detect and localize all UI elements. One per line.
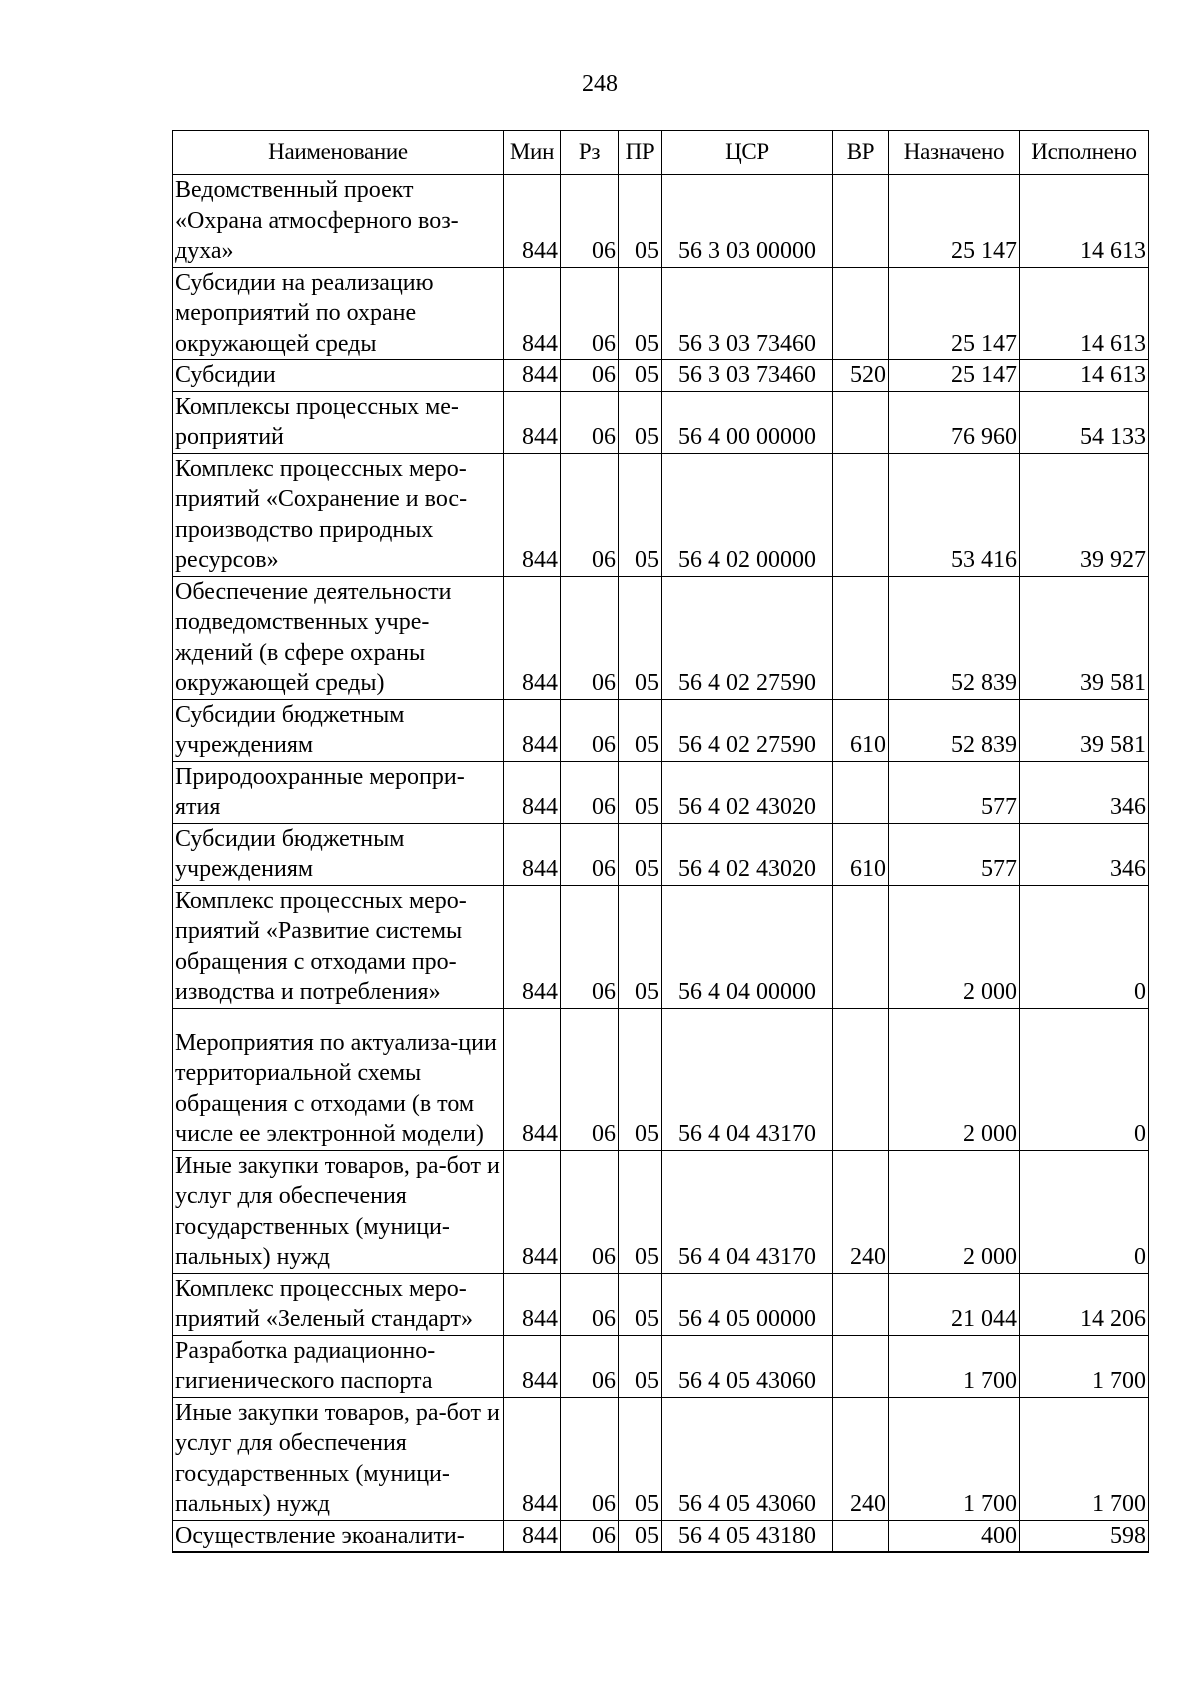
cell-min: 844 [504,175,561,268]
cell-csr: 56 4 02 00000 [662,453,833,576]
cell-pr: 05 [619,823,662,885]
cell-vr: 240 [833,1150,889,1273]
cell-assigned: 1 700 [889,1335,1020,1397]
cell-csr: 56 4 04 43170 [662,1150,833,1273]
cell-csr: 56 4 00 00000 [662,391,833,453]
table-row [173,823,1149,885]
cell-rz: 06 [561,1335,619,1397]
table-header-row [173,131,1149,175]
table-row [173,453,1149,576]
cell-csr: 56 4 02 43020 [662,823,833,885]
cell-pr: 05 [619,453,662,576]
cell-min: 844 [504,761,561,823]
cell-vr: 520 [833,360,889,392]
cell-executed: 14 613 [1020,175,1149,268]
cell-vr [833,1008,889,1150]
cell-rz: 06 [561,453,619,576]
cell-pr: 05 [619,360,662,392]
cell-csr: 56 4 05 43180 [662,1520,833,1552]
cell-vr [833,391,889,453]
header-csr: ЦСР [662,131,833,175]
cell-rz: 06 [561,1150,619,1273]
header-rz: Рз [561,131,619,175]
cell-vr [833,267,889,360]
table-row [173,699,1149,761]
cell-pr: 05 [619,391,662,453]
cell-name: Мероприятия по актуализа-ции территориальной схемы обращения с отходами (в том числе ее электронной модели) [173,1008,504,1150]
cell-assigned: 577 [889,761,1020,823]
cell-min: 844 [504,391,561,453]
cell-vr [833,175,889,268]
header-executed: Исполнено [1020,131,1149,175]
cell-pr: 05 [619,267,662,360]
cell-rz: 06 [561,1397,619,1520]
cell-name: Комплекс процессных меро-приятий «Развитие системы обращения с отходами про-изводства и потребления» [173,885,504,1008]
table-row [173,267,1149,360]
cell-min: 844 [504,1150,561,1273]
cell-assigned: 577 [889,823,1020,885]
cell-rz: 06 [561,699,619,761]
cell-vr: 610 [833,823,889,885]
cell-assigned: 25 147 [889,360,1020,392]
table-row [173,761,1149,823]
cell-executed: 14 613 [1020,267,1149,360]
table-row [173,576,1149,699]
cell-csr: 56 4 05 43060 [662,1397,833,1520]
cell-csr: 56 4 04 00000 [662,885,833,1008]
cell-vr [833,885,889,1008]
cell-csr: 56 4 05 43060 [662,1335,833,1397]
cell-executed: 0 [1020,1008,1149,1150]
table-row [173,391,1149,453]
budget-table [172,130,1149,1553]
cell-name: Иные закупки товаров, ра-бот и услуг для обеспечения государственных (муници-пальных) нужд [173,1397,504,1520]
cell-csr: 56 3 03 00000 [662,175,833,268]
cell-assigned: 21 044 [889,1273,1020,1335]
header-vr: ВР [833,131,889,175]
cell-executed: 1 700 [1020,1397,1149,1520]
cell-pr: 05 [619,1335,662,1397]
cell-vr [833,453,889,576]
cell-vr [833,1520,889,1552]
cell-executed: 0 [1020,885,1149,1008]
cell-min: 844 [504,823,561,885]
cell-csr: 56 4 02 27590 [662,699,833,761]
cell-name: Комплекс процессных меро-приятий «Зеленый стандарт» [173,1273,504,1335]
page-number: 248 [582,71,618,97]
cell-name: Обеспечение деятельности подведомственных учре-ждений (в сфере охраны окружающей среды) [173,576,504,699]
cell-executed: 54 133 [1020,391,1149,453]
cell-min: 844 [504,1520,561,1552]
table-row [173,1520,1149,1552]
cell-csr: 56 4 05 00000 [662,1273,833,1335]
cell-name: Субсидии бюджетным учреждениям [173,823,504,885]
cell-pr: 05 [619,699,662,761]
table-row [173,360,1149,392]
header-pr: ПР [619,131,662,175]
cell-rz: 06 [561,761,619,823]
cell-min: 844 [504,1008,561,1150]
cell-name: Субсидии бюджетным учреждениям [173,699,504,761]
table-row [173,1397,1149,1520]
cell-executed: 0 [1020,1150,1149,1273]
cell-rz: 06 [561,360,619,392]
cell-csr: 56 4 02 43020 [662,761,833,823]
cell-rz: 06 [561,1273,619,1335]
cell-pr: 05 [619,1150,662,1273]
cell-rz: 06 [561,1520,619,1552]
header-name: Наименование [173,131,504,175]
cell-min: 844 [504,885,561,1008]
cell-csr: 56 3 03 73460 [662,360,833,392]
cell-csr: 56 3 03 73460 [662,267,833,360]
cell-min: 844 [504,1335,561,1397]
table-row [173,1008,1149,1150]
header-min: Мин [504,131,561,175]
cell-name: Осуществление экоаналити- [173,1520,504,1552]
table-row [173,1150,1149,1273]
cell-executed: 598 [1020,1520,1149,1552]
cell-executed: 14 613 [1020,360,1149,392]
cell-name: Комплексы процессных ме-роприятий [173,391,504,453]
cell-min: 844 [504,1397,561,1520]
table-row [173,175,1149,268]
cell-name: Разработка радиационно-гигиенического паспорта [173,1335,504,1397]
cell-pr: 05 [619,576,662,699]
cell-assigned: 76 960 [889,391,1020,453]
cell-name: Иные закупки товаров, ра-бот и услуг для обеспечения государственных (муници-пальных) нужд [173,1150,504,1273]
cell-vr [833,761,889,823]
cell-min: 844 [504,1273,561,1335]
cell-vr: 610 [833,699,889,761]
cell-executed: 39 581 [1020,699,1149,761]
cell-rz: 06 [561,267,619,360]
cell-name: Природоохранные меропри-ятия [173,761,504,823]
cell-assigned: 400 [889,1520,1020,1552]
cell-name: Субсидии [173,360,504,392]
cell-pr: 05 [619,885,662,1008]
cell-assigned: 2 000 [889,885,1020,1008]
cell-min: 844 [504,699,561,761]
cell-min: 844 [504,453,561,576]
cell-rz: 06 [561,576,619,699]
cell-rz: 06 [561,823,619,885]
table-body [173,175,1149,1553]
cell-assigned: 25 147 [889,267,1020,360]
cell-name: Ведомственный проект «Охрана атмосферного воз-духа» [173,175,504,268]
cell-executed: 14 206 [1020,1273,1149,1335]
header-assigned: Назначено [889,131,1020,175]
cell-pr: 05 [619,1520,662,1552]
cell-assigned: 53 416 [889,453,1020,576]
cell-assigned: 2 000 [889,1150,1020,1273]
cell-vr [833,1335,889,1397]
cell-executed: 39 927 [1020,453,1149,576]
cell-pr: 05 [619,1397,662,1520]
cell-csr: 56 4 02 27590 [662,576,833,699]
cell-pr: 05 [619,1273,662,1335]
cell-rz: 06 [561,391,619,453]
cell-vr [833,1273,889,1335]
cell-min: 844 [504,267,561,360]
table-row [173,885,1149,1008]
cell-executed: 346 [1020,761,1149,823]
cell-assigned: 52 839 [889,699,1020,761]
cell-vr: 240 [833,1397,889,1520]
cell-min: 844 [504,576,561,699]
cell-rz: 06 [561,885,619,1008]
cell-rz: 06 [561,1008,619,1150]
cell-executed: 1 700 [1020,1335,1149,1397]
cell-assigned: 1 700 [889,1397,1020,1520]
cell-executed: 39 581 [1020,576,1149,699]
cell-assigned: 25 147 [889,175,1020,268]
cell-name: Субсидии на реализацию мероприятий по охране окружающей среды [173,267,504,360]
cell-rz: 06 [561,175,619,268]
cell-name: Комплекс процессных меро-приятий «Сохранение и вос-производство природных ресурсов» [173,453,504,576]
cell-pr: 05 [619,175,662,268]
cell-assigned: 52 839 [889,576,1020,699]
cell-pr: 05 [619,761,662,823]
table-row [173,1273,1149,1335]
cell-csr: 56 4 04 43170 [662,1008,833,1150]
cell-min: 844 [504,360,561,392]
cell-vr [833,576,889,699]
table-row [173,1335,1149,1397]
cell-executed: 346 [1020,823,1149,885]
cell-assigned: 2 000 [889,1008,1020,1150]
cell-pr: 05 [619,1008,662,1150]
